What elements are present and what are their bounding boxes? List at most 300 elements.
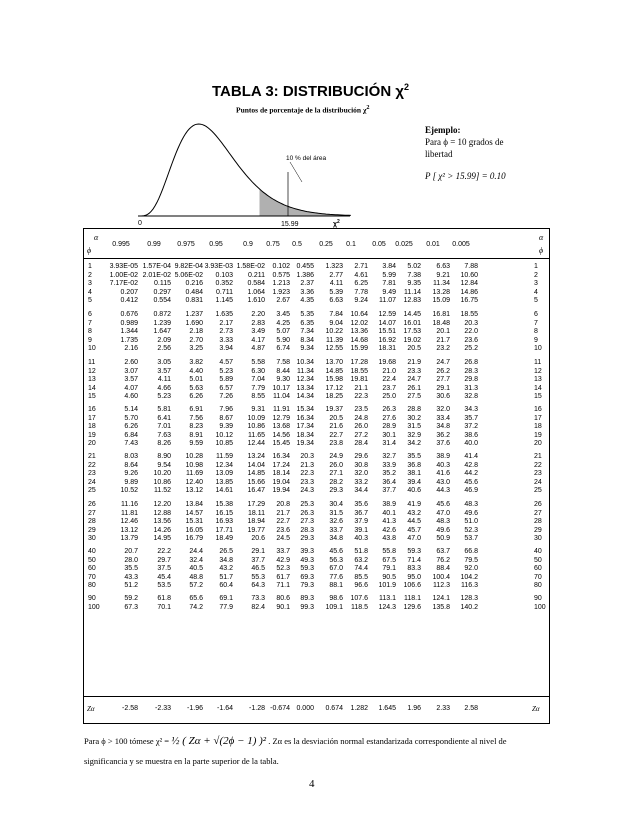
table-cell: 11.91 (273, 406, 290, 413)
table-cell: 19.04 (272, 478, 290, 486)
table-cell: 5.02 (407, 263, 421, 270)
row-phi-label: 40 (88, 548, 96, 555)
table-cell: 0.584 (247, 280, 265, 287)
table-cell: 55.3 (251, 573, 265, 581)
table-cell: 12.40 (185, 478, 203, 486)
corner-phi-right: ϕ (539, 246, 544, 255)
row-phi-label-right: 6 (534, 311, 538, 318)
table-cell: 118.5 (351, 603, 368, 611)
table-cell: 88.4 (436, 565, 450, 572)
z-row-cell: -2.33 (155, 705, 171, 712)
table-cell: 11.65 (248, 431, 265, 439)
row-phi-label: 17 (88, 414, 96, 422)
table-cell: 43.2 (219, 565, 233, 572)
tail-shaded-area (260, 189, 351, 216)
table-cell: 32.7 (382, 453, 396, 460)
table-cell: 0.484 (185, 288, 203, 296)
table-cell: 28.4 (354, 440, 368, 447)
row-phi-label-right: 21 (534, 453, 542, 460)
row-phi-label: 28 (88, 518, 96, 525)
row-phi-label-right: 22 (534, 461, 542, 469)
table-cell: 27.5 (407, 393, 421, 400)
table-cell: 76.2 (436, 556, 450, 564)
table-cell: 0.412 (120, 297, 138, 304)
table-cell: 42.6 (382, 526, 396, 534)
row-phi-label-right: 18 (534, 423, 542, 430)
table-cell: 7.88 (464, 263, 478, 270)
table-cell: 13.24 (247, 453, 265, 460)
z-row-cell: -0.674 (270, 705, 290, 712)
table-cell: 4.40 (189, 367, 203, 375)
z-row-cell: -1.28 (249, 705, 265, 712)
table-cell: 37.7 (382, 487, 396, 494)
table-cell: 4.25 (276, 319, 290, 327)
alpha-header: 0.95 (209, 241, 223, 248)
table-cell: 34.3 (464, 406, 478, 413)
table-cell: 12.84 (460, 280, 478, 287)
table-cell: 32.9 (407, 431, 421, 439)
table-cell: 18.31 (378, 345, 396, 352)
row-phi-label: 50 (88, 556, 96, 564)
row-phi-label-right: 60 (534, 565, 542, 572)
table-cell: 36.4 (382, 478, 396, 486)
table-cell: 10.09 (247, 414, 265, 422)
table-cell: 42.9 (276, 556, 290, 564)
table-cell: 10.85 (215, 440, 233, 447)
table-cell: 64.3 (251, 582, 265, 589)
table-cell: 21.6 (329, 423, 343, 430)
table-cell: 1.064 (247, 288, 265, 296)
table-cell: 29.7 (157, 556, 171, 564)
table-cell: 44.2 (464, 470, 478, 477)
table-cell: 26.2 (436, 367, 450, 375)
row-phi-label: 2 (88, 271, 92, 279)
table-cell: 79.3 (300, 582, 314, 589)
table-cell: 3.84 (382, 263, 396, 270)
table-cell: 2.71 (354, 263, 368, 270)
row-phi-label: 26 (88, 501, 96, 508)
z-row-cell: -2.58 (122, 705, 138, 712)
table-cell: 12.02 (350, 319, 368, 327)
alpha-header: 0.99 (147, 241, 161, 248)
table-cell: 67.0 (329, 565, 343, 572)
row-phi-label-right: 28 (534, 518, 542, 525)
table-cell: 16.92 (378, 336, 396, 344)
row-phi-label-right: 16 (534, 406, 542, 413)
table-cell: 16.93 (215, 518, 233, 525)
table-cell: 55.8 (382, 548, 396, 555)
example-probability: P [ χ² > 15.99] = 0.10 (425, 171, 506, 181)
table-cell: 65.6 (189, 595, 203, 602)
table-cell: 59.2 (124, 595, 138, 602)
table-cell: 140.2 (460, 603, 478, 611)
table-cell: 12.46 (120, 518, 138, 525)
table-cell: 19.37 (325, 406, 343, 413)
table-cell: 19.02 (403, 336, 421, 344)
table-cell: 8.91 (189, 431, 203, 439)
table-cell: 1.610 (247, 297, 265, 304)
table-cell: 42.8 (464, 461, 478, 469)
area-label-pointer (290, 162, 302, 182)
table-cell: 57.2 (189, 582, 203, 589)
table-cell: 35.2 (382, 470, 396, 477)
table-cell: 4.35 (300, 297, 314, 304)
table-cell: 13.56 (153, 518, 171, 525)
table-cell: 15.34 (296, 406, 314, 413)
table-cell: 40.6 (407, 487, 421, 494)
table-cell: 69.1 (219, 595, 233, 602)
table-cell: 26.1 (407, 384, 421, 392)
table-cell: 0.989 (120, 319, 138, 327)
table-cell: 3.82 (189, 359, 203, 366)
table-cell: 45.6 (464, 478, 478, 486)
table-cell: 48.8 (189, 573, 203, 581)
table-body (84, 229, 549, 723)
row-phi-label-right: 14 (534, 384, 542, 392)
table-cell: 27.2 (354, 431, 368, 439)
z-row-label-right: Zα (532, 705, 540, 713)
table-cell: 2.18 (189, 328, 203, 335)
table-cell: 14.26 (153, 526, 171, 534)
table-cell: 16.34 (296, 414, 314, 422)
table-cell: 19.94 (272, 487, 290, 494)
origin-label: 0 (138, 220, 142, 227)
row-phi-label-right: 80 (534, 582, 542, 589)
row-phi-label-right: 24 (534, 478, 542, 486)
table-cell: 79.5 (464, 556, 478, 564)
row-phi-label-right: 90 (534, 595, 542, 602)
table-cell: 43.2 (407, 509, 421, 517)
row-phi-label: 6 (88, 311, 92, 318)
table-cell: 9.04 (329, 319, 343, 327)
table-cell: 67.3 (124, 603, 138, 611)
z-row-label: Zα (87, 705, 95, 713)
table-cell: 63.7 (436, 548, 450, 555)
table-cell: 29.8 (464, 376, 478, 383)
table-cell: 2.16 (124, 345, 138, 352)
table-cell: 50.9 (436, 535, 450, 542)
table-cell: 90.1 (276, 603, 290, 611)
row-phi-label: 3 (88, 280, 92, 287)
table-cell: 92.0 (464, 565, 478, 572)
alpha-header: 0.025 (395, 241, 413, 248)
row-phi-label-right: 2 (534, 271, 538, 279)
table-cell: 88.1 (329, 582, 343, 589)
table-cell: 0.711 (216, 288, 233, 296)
row-phi-label: 16 (88, 406, 96, 413)
table-cell: 7.34 (300, 328, 314, 335)
table-cell: 18.14 (272, 470, 290, 477)
table-cell: 12.88 (153, 509, 171, 517)
table-cell: 8.44 (276, 367, 290, 375)
table-cell: 10.28 (185, 453, 203, 460)
table-cell: 2.73 (219, 328, 233, 335)
table-cell: 5.01 (189, 376, 203, 383)
table-cell: 0.455 (296, 263, 314, 270)
table-cell: 15.51 (378, 328, 396, 335)
table-cell: 9.34 (300, 345, 314, 352)
row-phi-label: 20 (88, 440, 96, 447)
table-cell: 13.70 (325, 359, 343, 366)
table-cell: 7.04 (251, 376, 265, 383)
z-row-cell: 1.282 (350, 705, 368, 712)
table-cell: 11.16 (121, 501, 138, 508)
table-cell: 0.575 (272, 271, 290, 279)
example-box (425, 124, 565, 182)
table-cell: 16.47 (247, 487, 265, 494)
table-cell: 1.00E-02 (109, 271, 138, 279)
table-cell: 14.56 (272, 431, 290, 439)
alpha-header: 0.01 (426, 241, 440, 248)
table-cell: 6.63 (329, 297, 343, 304)
table-cell: 48.3 (436, 518, 450, 525)
table-cell: 3.45 (276, 311, 290, 318)
alpha-header: 0.05 (372, 241, 386, 248)
table-cell: 27.1 (329, 470, 343, 477)
table-cell: 30.8 (354, 461, 368, 469)
table-cell: 41.9 (407, 501, 421, 508)
table-cell: 14.57 (185, 509, 203, 517)
table-cell: 41.4 (464, 453, 478, 460)
table-cell: 82.4 (251, 603, 265, 611)
table-cell: 26.0 (354, 423, 368, 430)
table-cell: 22.3 (354, 393, 368, 400)
table-cell: 9.59 (189, 440, 203, 447)
table-cell: 40.5 (189, 565, 203, 572)
table-cell: 28.0 (124, 556, 138, 564)
table-cell: 40.0 (464, 440, 478, 447)
table-cell: 17.71 (215, 526, 233, 534)
table-cell: 19.81 (350, 376, 368, 383)
table-cell: 100.4 (432, 573, 450, 581)
table-cell: 9.35 (407, 280, 421, 287)
table-cell: 15.31 (185, 518, 203, 525)
table-cell: 3.93E-03 (204, 263, 233, 270)
table-cell: 45.6 (436, 501, 450, 508)
row-phi-label-right: 26 (534, 501, 542, 508)
table-cell: 29.1 (251, 548, 265, 555)
table-cell: 14.85 (247, 470, 265, 477)
table-cell: 124.1 (432, 595, 450, 602)
table-cell: 74.2 (189, 603, 203, 611)
table-cell: 5.58 (251, 359, 265, 366)
table-cell: 31.3 (464, 384, 478, 392)
table-cell: 21.7 (436, 336, 450, 344)
table-cell: 11.59 (216, 453, 233, 460)
alpha-header: 0.75 (266, 241, 280, 248)
table-cell: 113.1 (379, 595, 396, 602)
table-cell: 3.05 (157, 359, 171, 366)
table-cell: 0.297 (153, 288, 171, 296)
table-cell: 2.77 (329, 271, 343, 279)
density-curve (138, 124, 351, 216)
table-cell: 46.9 (464, 487, 478, 494)
table-cell: 13.34 (296, 384, 314, 392)
table-cell: 23.5 (354, 406, 368, 413)
table-cell: 13.36 (350, 328, 368, 335)
table-cell: 33.7 (329, 526, 343, 534)
row-phi-label: 14 (88, 384, 96, 392)
z-row-cell: 1.645 (378, 705, 396, 712)
table-cell: 23.6 (464, 336, 478, 344)
row-phi-label: 4 (88, 288, 92, 296)
table-cell: 83.3 (407, 565, 421, 572)
table-cell: 4.60 (124, 393, 138, 400)
table-cell: 18.48 (432, 319, 450, 327)
table-cell: 37.5 (157, 565, 171, 572)
table-cell: 2.67 (276, 297, 290, 304)
table-cell: 33.4 (436, 414, 450, 422)
table-cell: 13.68 (272, 423, 290, 430)
footnote-line-2: significancia y se muestra en la parte superior de la tabla. (84, 756, 279, 766)
z-row-cell: 1.96 (407, 705, 421, 712)
row-phi-label-right: 1 (534, 263, 538, 270)
table-cell: 48.3 (464, 501, 478, 508)
table-cell: 99.3 (300, 603, 314, 611)
table-cell: 8.67 (219, 414, 233, 422)
alpha-header: 0.1 (346, 241, 356, 248)
row-phi-label-right: 13 (534, 376, 542, 383)
row-phi-label-right: 15 (534, 393, 542, 400)
table-cell: 71.1 (276, 582, 290, 589)
row-phi-label-right: 50 (534, 556, 542, 564)
footnote-text: Para ϕ > 100 tómese χ² = (84, 736, 172, 746)
table-cell: 8.34 (300, 336, 314, 344)
table-cell: 34.8 (219, 556, 233, 564)
table-cell: 95.0 (407, 573, 421, 581)
table-cell: 17.12 (325, 384, 343, 392)
row-phi-label: 23 (88, 470, 96, 477)
area-label: 10 % del área (286, 155, 327, 162)
table-cell: 0.102 (272, 263, 290, 270)
table-cell: 7.56 (189, 414, 203, 422)
row-phi-label: 18 (88, 423, 96, 430)
row-phi-label: 27 (88, 509, 96, 517)
table-cell: 23.8 (329, 440, 343, 447)
table-cell: 7.78 (354, 288, 368, 296)
table-cell: 12.34 (215, 461, 233, 469)
example-heading: Ejemplo: (425, 125, 461, 135)
table-cell: 31.4 (382, 440, 396, 447)
corner-alpha-right: α (539, 233, 544, 242)
table-cell: 18.55 (350, 367, 368, 375)
table-cell: 41.3 (382, 518, 396, 525)
table-cell: 32.0 (354, 470, 368, 477)
table-cell: 2.17 (219, 319, 233, 327)
table-cell: 23.3 (300, 478, 314, 486)
table-cell: 51.0 (464, 518, 478, 525)
table-cell: 25.2 (464, 345, 478, 352)
table-cell: 4.87 (251, 345, 265, 352)
table-cell: 77.9 (219, 603, 233, 611)
table-cell: 104.2 (460, 573, 478, 581)
table-cell: 14.61 (215, 487, 233, 494)
table-cell: 35.5 (407, 453, 421, 460)
z-row-cell: -1.96 (187, 705, 203, 712)
table-cell: 9.89 (124, 478, 138, 486)
table-cell: 26.5 (219, 548, 233, 555)
row-phi-label-right: 40 (534, 548, 542, 555)
table-cell: 1.145 (215, 297, 233, 304)
page-subtitle: Puntos de porcentaje de la distribución $\chi^2$ (236, 104, 370, 115)
table-cell: 24.3 (300, 487, 314, 494)
table-cell: 49.3 (300, 556, 314, 564)
table-cell: 10.64 (350, 311, 368, 318)
table-cell: 1.57E-04 (142, 263, 171, 270)
table-cell: 16.75 (460, 297, 478, 304)
table-cell: 71.4 (407, 556, 421, 564)
alpha-header: 0.25 (319, 241, 333, 248)
table-cell: 0.831 (185, 297, 203, 304)
table-cell: 14.86 (460, 288, 478, 296)
z-row-cell: 0.674 (325, 705, 343, 712)
table-cell: 22.2 (157, 548, 171, 555)
table-cell: 10.98 (185, 461, 203, 469)
row-phi-label-right: 70 (534, 573, 542, 581)
table-cell: 2.56 (157, 345, 171, 352)
table-cell: 109.1 (325, 603, 343, 611)
table-cell: 17.24 (272, 461, 290, 469)
table-cell: 7.38 (407, 271, 421, 279)
table-cell: 0.554 (153, 297, 171, 304)
axis-label: $\chi^2$ (333, 219, 340, 228)
table-cell: 17.28 (350, 359, 368, 366)
table-cell: 2.20 (251, 311, 265, 318)
table-cell: 9.26 (124, 470, 138, 477)
table-cell: 34.2 (407, 440, 421, 447)
table-cell: 20.8 (276, 501, 290, 508)
table-cell: 43.0 (436, 478, 450, 486)
table-cell: 74.4 (354, 565, 368, 572)
table-cell: 3.94 (219, 345, 233, 352)
table-cell: 124.3 (378, 603, 396, 611)
table-cell: 3.49 (251, 328, 265, 335)
table-cell: 28.8 (407, 406, 421, 413)
table-cell: 2.01E-02 (142, 271, 171, 279)
table-cell: 27.6 (382, 414, 396, 422)
table-cell: 49.6 (436, 526, 450, 534)
row-phi-label-right: 23 (534, 470, 542, 477)
table-cell: 17.34 (296, 423, 314, 430)
table-cell: 6.91 (189, 406, 203, 413)
table-cell: 3.33 (219, 336, 233, 344)
table-cell: 37.7 (251, 556, 265, 564)
row-phi-label: 5 (88, 297, 92, 304)
row-phi-label: 30 (88, 535, 96, 542)
table-cell: 21.9 (407, 359, 421, 366)
table-cell: 56.3 (329, 556, 343, 564)
table-cell: 0.872 (153, 311, 171, 318)
table-cell: 20.7 (124, 548, 138, 555)
table-cell: 12.44 (247, 440, 265, 447)
table-cell: 29.3 (300, 535, 314, 542)
z-row-cell: -1.64 (217, 705, 233, 712)
row-phi-label-right: 30 (534, 535, 542, 542)
table-cell: 7.17E-02 (109, 280, 138, 287)
table-cell: 41.6 (436, 470, 450, 477)
table-cell: 27.3 (300, 518, 314, 525)
table-cell: 43.3 (124, 573, 138, 581)
table-cell: 17.29 (247, 501, 265, 508)
table-cell: 11.07 (379, 297, 396, 304)
table-cell: 51.2 (124, 582, 138, 589)
table-cell: 7.43 (124, 440, 138, 447)
table-cell: 10.12 (215, 431, 233, 439)
alpha-header: 0.975 (177, 241, 195, 248)
table-cell: 4.57 (219, 359, 233, 366)
table-cell: 38.9 (436, 453, 450, 460)
table-cell: 5.07 (276, 328, 290, 335)
